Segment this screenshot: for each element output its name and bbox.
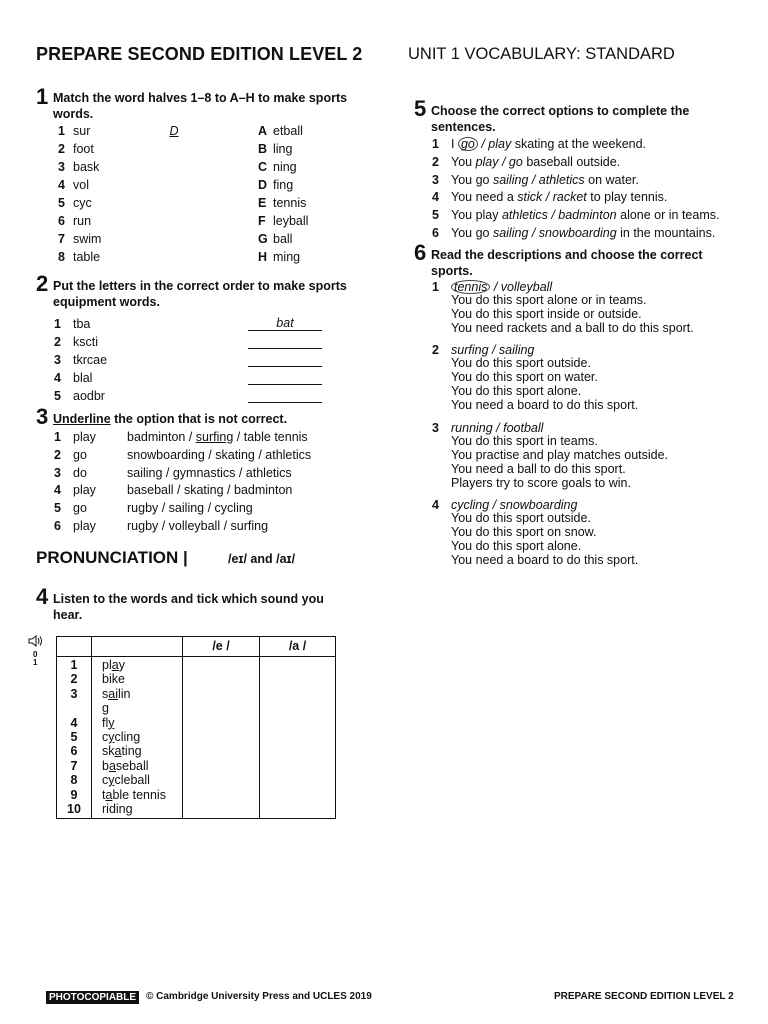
collocation-item [54,500,253,516]
option-choices[interactable]: running / football [451,421,544,435]
item-number: 3 [54,353,61,367]
pronunciation-heading: PRONUNCIATION | [36,548,188,567]
collocation-item [54,447,311,463]
word-half: cyc [73,196,92,210]
description-line: You do this sport in teams. [451,434,598,448]
item-number: 2 [58,142,65,156]
sentence-item [432,225,715,241]
word-number [57,701,91,715]
item-number: 4 [54,483,61,498]
underlined-sound: y [108,773,115,788]
section-4-title: Listen to the words and tick which sound you [53,592,324,606]
item-letter: E [258,196,267,210]
verb: do [73,465,87,480]
match-right-item [258,195,306,211]
section-1-title-cont: words. [53,107,94,121]
header-title: PREPARE SECOND EDITION LEVEL 2 [36,44,363,64]
item-number: 2 [54,447,61,462]
collocation-item [54,429,308,445]
scrambled-word-item [54,370,92,386]
match-right-item [258,213,308,229]
word-half: ming [273,250,301,264]
description-line: You do this sport outside. [451,356,591,370]
item-number: 1 [58,124,65,138]
word-half: ling [273,142,293,156]
pronunciation-word [102,716,182,730]
underlined-sound: y [108,715,115,730]
word-number: 8 [70,773,78,788]
item-letter: G [258,232,268,246]
word-part: seball [115,758,149,773]
item-letter: A [258,124,268,138]
verb: go [73,447,87,462]
sentence-start: You play [451,208,502,223]
scrambled-word-item [54,352,107,368]
section-5-number: 5 [414,96,427,121]
tick-cell-a[interactable] [260,657,336,819]
word-part: pl [102,658,112,672]
item-number: 4 [58,178,65,192]
description-line: You do this sport inside or outside. [451,306,642,321]
underlined-sound: ai [108,686,118,701]
word-half: bask [73,160,100,174]
word-number: 9 [70,787,78,802]
sentence-item [432,136,646,152]
option-choices[interactable]: play / go [475,154,523,169]
underlined-sound: y [108,729,115,744]
options-text: sailing / gymnastics / athletics [127,465,292,480]
word-part: g [102,701,109,716]
underlined-option: surfing [195,430,234,444]
item-letter: C [258,160,268,174]
scrambled-word: tba [73,317,91,331]
option-choices[interactable]: surfing / sailing [451,343,535,357]
word-half: sur [73,124,91,138]
options-text: rugby / sailing / cycling [127,501,253,516]
word-part: s [102,686,109,701]
word-number: 10 [67,801,81,816]
match-left-item [58,141,94,157]
header-unit: UNIT 1 VOCABULARY: STANDARD [408,45,675,63]
match-left-item [58,231,101,247]
match-left-item [58,249,100,265]
item-number: 1 [432,280,439,294]
item-number: 2 [54,335,61,349]
option-choices[interactable]: cycling / snowboarding [451,498,578,512]
pronunciation-word [102,701,182,715]
sentence-end: to play tennis. [586,190,668,205]
underlined-sound: a [114,744,122,759]
item-letter: B [258,142,268,156]
description-line: You need a ball to do this sport. [451,461,626,476]
description-line: You do this sport outside. [451,511,591,525]
item-letter: D [258,178,268,192]
pronunciation-word [102,773,182,787]
underlined-sound: a [108,758,116,773]
collocation-item [54,482,292,498]
word-part: cleball [114,773,150,788]
sentence-start: You need a [451,190,518,205]
word-number: 6 [70,744,78,759]
sentence-start: You go [451,172,493,187]
underlined-sound: a [105,787,113,802]
sound-column-a: /a / [260,637,336,657]
options-text: badminton / [127,430,196,444]
options-text: snowboarding / skating / athletics [127,447,312,462]
sentence-end: skating at the weekend. [511,137,647,151]
scrambled-word-item [54,334,98,350]
item-number: 6 [432,226,439,240]
word-number: 7 [70,758,78,773]
match-right-item [258,177,293,193]
answer-blank[interactable] [248,334,322,349]
option-choices[interactable]: sailing / athletics [492,172,585,187]
description-line: You do this sport on snow. [451,524,597,539]
scrambled-word: tkrcae [73,353,108,367]
item-number: 5 [432,208,439,223]
option-choices[interactable]: athletics / badminton [501,208,617,223]
sentence-start: You [451,154,476,169]
circled-option[interactable]: go [458,137,478,151]
sentence-item [432,189,667,205]
word-number: 5 [70,729,78,744]
word-part: bike [102,672,125,687]
item-number: 2 [432,154,439,169]
item-number: 1 [432,137,439,151]
item-number: 1 [54,317,61,331]
item-number: 7 [58,232,65,246]
answer-blank[interactable] [248,352,322,367]
match-right-item [258,141,292,157]
word-number: 4 [70,715,78,730]
section-5-title: Choose the correct options to complete the [431,104,690,118]
description-line: You do this sport alone. [451,538,582,553]
item-number: 3 [58,160,65,174]
description-line: You do this sport alone. [451,383,582,398]
scrambled-word: kscti [73,335,98,349]
sentence-end: in the mountains. [616,226,716,240]
description-line: You need rackets and a ball to do this sport. [451,320,694,335]
word-part: c [102,729,109,744]
options-text-end: / table tennis [233,430,308,444]
sound-column-e: /e / [183,637,260,657]
item-number: 8 [58,250,65,264]
item-number: 1 [54,430,61,444]
word-half: ball [273,232,293,246]
word-part: ble tennis [112,787,166,802]
options-text: rugby / volleyball / surfing [127,519,269,533]
sound-table [56,636,336,819]
option-choices[interactable]: sailing / snowboarding [492,226,617,240]
match-right-item [258,249,300,265]
section-5-title-cont: sentences. [431,120,496,134]
item-number: 3 [432,172,439,187]
answer-blank[interactable] [248,388,322,403]
word-part: fl [102,715,109,730]
item-number: 5 [54,501,61,516]
match-left-item [58,123,90,139]
word-half: etball [273,124,303,138]
pronunciation-word [102,788,182,802]
word-part: c [102,773,109,788]
word-half: tennis [273,196,307,210]
sound-table-header [57,637,336,657]
item-number: 2 [432,343,439,357]
word-list [102,658,182,816]
option-choices[interactable]: stick / racket [517,190,587,205]
section-4-number: 4 [36,584,49,609]
pronunciation-word [102,744,182,758]
pronunciation-word [102,658,182,672]
sentence-end: baseball outside. [522,154,621,169]
item-number: 6 [58,214,65,228]
word-half: table [73,250,101,264]
item-number: 6 [54,519,61,533]
section-2-title: Put the letters in the correct order to make sports [53,279,347,293]
item-number: 5 [54,389,61,403]
section-2-title-cont: equipment words. [53,295,160,309]
match-left-item [58,177,89,193]
speaker-icon [28,634,44,648]
sound-table-body [57,657,336,819]
sentence-start: I [451,137,458,151]
sentence-item [432,172,639,188]
match-right-item [258,123,303,139]
item-number: 3 [432,421,439,435]
section-3-number: 3 [36,404,49,429]
word-half: ning [273,160,297,174]
word-half: foot [73,142,94,156]
sentence-end: alone or in teams. [616,208,720,223]
item-number: 4 [432,190,439,205]
option-choices[interactable]: / volleyball [490,280,553,294]
match-right-item [258,159,297,175]
match-left-item [58,159,99,175]
description-line: You do this sport on water. [451,369,598,384]
item-number: 4 [54,371,61,385]
verb: play [73,430,96,444]
verb: play [73,483,96,498]
word-half: leyball [273,214,309,228]
item-number: 5 [58,196,65,210]
word-half: fing [273,178,294,192]
scrambled-word: blal [73,371,93,385]
option-choices[interactable]: / play [477,137,512,151]
pronunciation-word [102,687,182,701]
word-part: riding [102,801,133,816]
scrambled-word-item [54,316,90,332]
word-half: swim [73,232,102,246]
word-part: b [102,758,109,773]
word-part: cling [114,729,141,744]
section-4-title-cont: hear. [53,608,83,622]
section-6-number: 6 [414,240,427,265]
word-number: 2 [70,672,78,687]
word-number: 1 [70,658,78,672]
footer-level: PREPARE SECOND EDITION LEVEL 2 [554,991,734,1002]
scrambled-word-item [54,388,105,404]
section-3-title: Underline the option that is not correct. [53,412,288,426]
word-part: t [102,787,106,802]
word-part: sk [102,744,115,759]
section-2-example-answer: bat [248,316,322,331]
description-line: You need a board to do this sport. [451,397,639,412]
options-text: baseball / skating / badminton [127,483,293,498]
answer-blank[interactable] [248,370,322,385]
section-1-example-answer: D [169,124,179,138]
match-left-item [58,195,92,211]
word-number: 3 [70,686,78,701]
description-line: Players try to score goals to win. [451,475,631,490]
section-6-title-cont: sports. [431,264,473,278]
audio-track-badge[interactable] [28,634,44,667]
collocation-item [54,518,268,534]
section-2-number: 2 [36,271,49,296]
pronunciation-word [102,730,182,744]
footer-copyright: © Cambridge University Press and UCLES 2019 [146,991,372,1002]
scrambled-word: aodbr [73,389,105,403]
photocopiable-badge: PHOTOCOPIABLE [46,991,139,1004]
description-line: You do this sport alone or in teams. [451,293,647,307]
word-numbers [57,658,91,816]
section-6-title: Read the descriptions and choose the correct [431,248,703,262]
word-part: y [118,658,125,672]
verb: play [73,519,96,533]
sentence-end: on water. [584,172,639,187]
section-1-title: Match the word halves 1–8 to A–H to make sports [53,91,348,105]
verb: go [73,501,87,516]
tick-cell-e[interactable] [183,657,260,819]
sentence-start: You go [451,226,493,240]
word-part: lin [117,686,131,701]
item-number: 3 [54,465,61,480]
word-part: ting [121,744,142,759]
sentence-item [432,154,620,170]
word-half: run [73,214,92,228]
pronunciation-word [102,802,182,816]
pronunciation-word [102,759,182,773]
sentence-item [432,207,719,223]
pronunciation-word [102,672,182,686]
collocation-item [54,465,292,481]
audio-track-number: 0 1 [33,650,38,667]
item-letter: F [258,214,266,228]
item-letter: H [258,250,268,264]
match-right-item [258,231,292,247]
description-line: You practise and play matches outside. [451,447,669,462]
description-line: You need a board to do this sport. [451,552,639,567]
circled-option[interactable]: tennis [451,280,490,294]
underlined-sound: a [111,658,119,672]
item-number: 4 [432,498,439,512]
section-1-number: 1 [36,84,49,109]
word-half: vol [73,178,89,192]
pronunciation-subheading: /eɪ/ and /aɪ/ [228,552,296,566]
match-left-item [58,213,91,229]
